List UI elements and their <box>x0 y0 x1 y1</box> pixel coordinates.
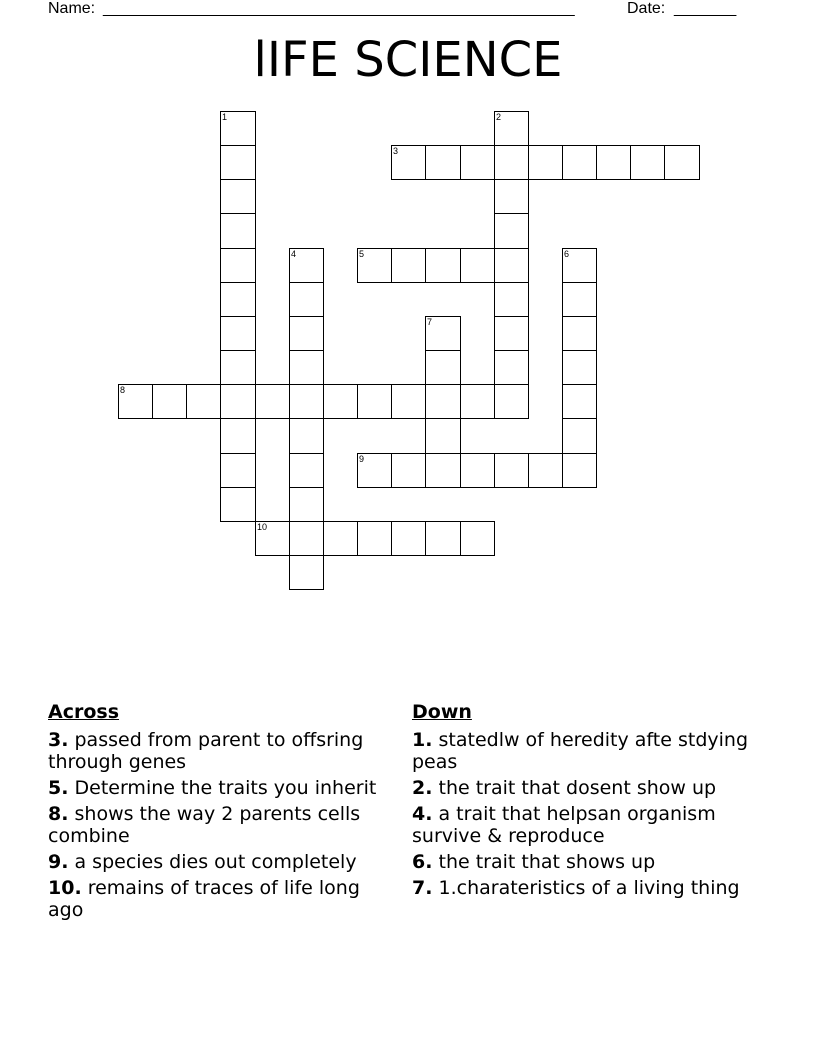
cell-number: 4 <box>291 249 297 259</box>
date-label: Date: <box>627 0 666 17</box>
crossword-cell[interactable] <box>289 316 324 351</box>
crossword-cell[interactable] <box>494 248 529 283</box>
cell-number: 6 <box>564 249 570 259</box>
crossword-cell[interactable] <box>425 145 461 180</box>
name-label: Name: <box>48 0 96 17</box>
crossword-cell[interactable] <box>494 179 529 214</box>
clue-number: 4. <box>412 803 433 825</box>
clue-text: passed from parent to offsring through genes <box>48 729 364 773</box>
crossword-cell[interactable] <box>220 213 256 249</box>
crossword-cell[interactable] <box>528 145 563 180</box>
crossword-cell[interactable] <box>289 555 324 590</box>
crossword-cell[interactable] <box>289 282 324 317</box>
crossword-cell[interactable] <box>323 521 358 556</box>
clue-number: 3. <box>48 729 69 751</box>
cell-number: 3 <box>393 146 399 156</box>
crossword-cell[interactable] <box>494 350 529 385</box>
cell-number: 8 <box>120 385 126 395</box>
crossword-cell[interactable] <box>220 145 256 180</box>
crossword-cell[interactable] <box>289 453 324 488</box>
crossword-cell[interactable] <box>562 316 597 351</box>
down-clues <box>412 701 752 903</box>
clue-text: the trait that dosent show up <box>438 777 717 799</box>
crossword-cell[interactable] <box>220 453 256 488</box>
crossword-cell[interactable] <box>357 384 392 419</box>
crossword-cell[interactable] <box>425 521 461 556</box>
down-clue-6 <box>412 851 752 873</box>
down-clue-2 <box>412 777 752 799</box>
crossword-cell[interactable] <box>494 145 529 180</box>
crossword-cell[interactable] <box>630 145 665 180</box>
cell-number: 2 <box>496 112 502 122</box>
crossword-cell[interactable] <box>562 418 597 454</box>
cell-number: 1 <box>222 112 228 122</box>
crossword-cell[interactable] <box>494 384 529 419</box>
crossword-cell[interactable] <box>152 384 187 419</box>
crossword-cell[interactable] <box>186 384 221 419</box>
clue-text: a trait that helpsan organism survive & reproduce <box>412 803 716 847</box>
crossword-cell[interactable] <box>460 521 495 556</box>
across-clues <box>48 701 393 925</box>
cell-number: 7 <box>427 317 433 327</box>
date-field[interactable]: _______ <box>674 0 737 17</box>
crossword-cell[interactable] <box>289 521 324 556</box>
crossword-cell[interactable] <box>220 179 256 214</box>
crossword-cell[interactable] <box>425 453 461 488</box>
crossword-cell[interactable] <box>460 145 495 180</box>
crossword-cell[interactable] <box>460 453 495 488</box>
crossword-cell[interactable] <box>220 316 256 351</box>
crossword-cell[interactable] <box>220 350 256 385</box>
clue-text: 1.charateristics of a living thing <box>438 877 740 899</box>
down-clue-7 <box>412 877 752 899</box>
clue-number: 8. <box>48 803 69 825</box>
clue-number: 9. <box>48 851 69 873</box>
crossword-cell[interactable] <box>289 384 324 419</box>
crossword-cell[interactable] <box>425 384 461 419</box>
crossword-cell[interactable] <box>289 350 324 385</box>
down-heading: Down <box>412 701 472 723</box>
cell-number: 10 <box>257 522 268 532</box>
crossword-cell[interactable] <box>220 248 256 283</box>
clue-number: 7. <box>412 877 433 899</box>
crossword-cell[interactable] <box>220 487 256 522</box>
across-clue-9 <box>48 851 393 873</box>
cell-number: 5 <box>359 249 365 259</box>
crossword-cell[interactable] <box>562 453 597 488</box>
crossword-cell[interactable] <box>494 213 529 249</box>
across-clue-8 <box>48 803 393 847</box>
crossword-cell[interactable] <box>425 248 461 283</box>
crossword-cell[interactable] <box>289 487 324 522</box>
crossword-cell[interactable] <box>664 145 700 180</box>
crossword-cell[interactable] <box>460 248 495 283</box>
cell-number: 9 <box>359 454 365 464</box>
page-title: lIFE SCIENCE <box>253 32 563 88</box>
crossword-cell[interactable] <box>357 521 392 556</box>
crossword-cell[interactable] <box>220 418 256 454</box>
crossword-cell[interactable] <box>596 145 631 180</box>
down-clue-1 <box>412 729 752 773</box>
crossword-cell[interactable] <box>562 384 597 419</box>
clue-number: 5. <box>48 777 69 799</box>
crossword-cell[interactable] <box>323 384 358 419</box>
crossword-cell[interactable] <box>562 145 597 180</box>
clue-number: 1. <box>412 729 433 751</box>
crossword-cell[interactable] <box>494 282 529 317</box>
crossword-cell[interactable] <box>391 453 426 488</box>
crossword-cell[interactable] <box>255 384 290 419</box>
across-clue-10 <box>48 877 393 921</box>
clue-text: Determine the traits you inherit <box>74 777 377 799</box>
crossword-cell[interactable] <box>391 248 426 283</box>
crossword-cell[interactable] <box>494 453 529 488</box>
crossword-cell[interactable] <box>494 316 529 351</box>
across-clue-5 <box>48 777 393 799</box>
across-heading: Across <box>48 701 120 723</box>
name-field[interactable]: _____________________________________________________ <box>103 0 575 17</box>
clue-number: 10. <box>48 877 82 899</box>
clue-text: a species dies out completely <box>74 851 357 873</box>
crossword-cell[interactable] <box>562 350 597 385</box>
clue-text: statedlw of heredity afte stdying peas <box>412 729 749 773</box>
crossword-cell[interactable] <box>528 453 563 488</box>
clue-text: shows the way 2 parents cells combine <box>48 803 361 847</box>
clue-text: remains of traces of life long ago <box>48 877 360 921</box>
crossword-cell[interactable] <box>425 350 461 385</box>
crossword-cell[interactable] <box>391 384 426 419</box>
clue-number: 6. <box>412 851 433 873</box>
down-clue-4 <box>412 803 752 847</box>
crossword-cell[interactable] <box>220 384 256 419</box>
crossword-cell[interactable] <box>460 384 495 419</box>
crossword-cell[interactable] <box>425 418 461 454</box>
clue-text: the trait that shows up <box>438 851 656 873</box>
crossword-cell[interactable] <box>562 282 597 317</box>
clue-number: 2. <box>412 777 433 799</box>
crossword-cell[interactable] <box>220 282 256 317</box>
crossword-cell[interactable] <box>289 418 324 454</box>
crossword-cell[interactable] <box>391 521 426 556</box>
across-clue-3 <box>48 729 393 773</box>
